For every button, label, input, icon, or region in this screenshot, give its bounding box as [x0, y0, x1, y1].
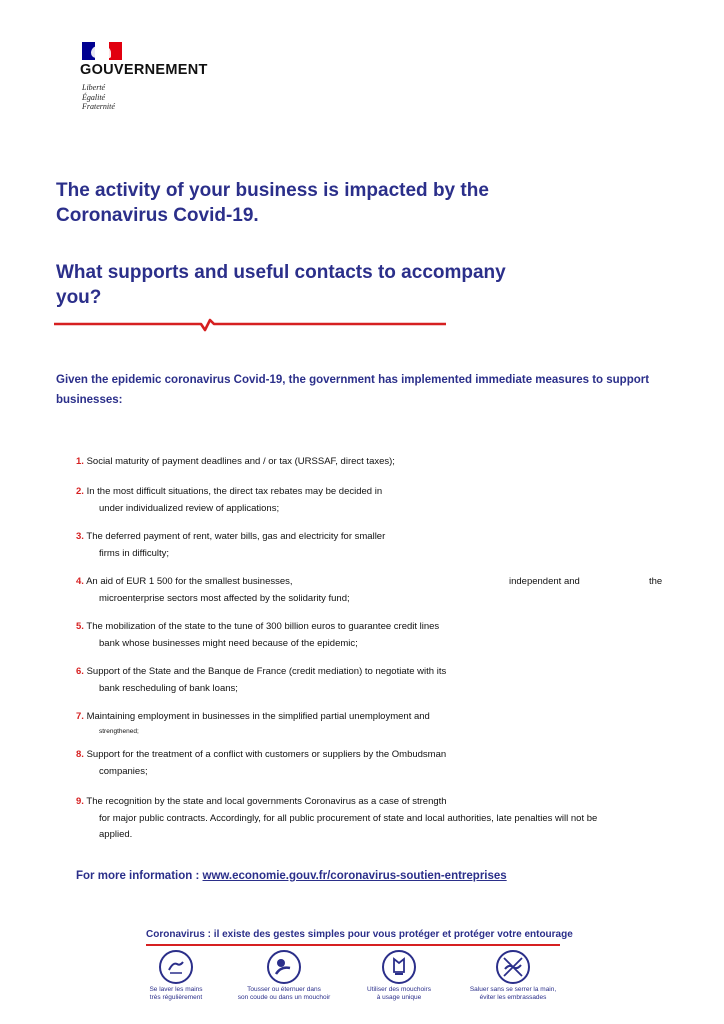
list-item-fragment: the — [649, 576, 663, 587]
list-item: 4. An aid of EUR 1 500 for the smallest businesses, microenterprise sectors most affected by the solidarity fund; — [76, 576, 350, 604]
motto: Liberté Égalité Fraternité — [82, 83, 115, 111]
tissue-icon — [382, 950, 416, 984]
more-info: For more information : www.economie.gouv.fr/coronavirus-soutien-entreprises — [76, 870, 507, 882]
list-item: 5. The mobilization of the state to the tune of 300 billion euros to guarantee credit lines bank whose businesses might need because of the epidemic; — [76, 621, 440, 649]
cough-elbow-icon — [267, 950, 301, 984]
list-item: 9. The recognition by the state and local governments Coronavirus as a case of strength for major public contracts. Accordingly, for all public procurement of state and local authorities, late penalties will not be applied. — [76, 796, 598, 840]
list-item: 1. Social maturity of payment deadlines and / or tax (URSSAF, direct taxes); — [76, 456, 395, 467]
gesture-tissue: Utiliser des mouchoirs à usage unique — [349, 950, 449, 1002]
gesture-hand-washing: Se laver les mains très régulièrement — [126, 950, 226, 1002]
footer-title: Coronavirus : il existe des gestes simples pour vous protéger et protéger votre entourage — [146, 929, 573, 940]
org-name: GOUVERNEMENT — [80, 62, 208, 78]
list-item-fragment: independent and — [509, 576, 580, 587]
gesture-no-handshake: Saluer sans se serrer la main, éviter les embrassades — [463, 950, 563, 1002]
red-underline-decoration — [54, 316, 450, 332]
list-item: 6. Support of the State and the Banque de France (credit mediation) to negotiate with its bank rescheduling of bank loans; — [76, 666, 447, 694]
marianne-flag-icon — [82, 42, 122, 60]
more-info-link[interactable]: www.economie.gouv.fr/coronavirus-soutien-entreprises — [202, 870, 507, 882]
intro-text: Given the epidemic coronavirus Covid-19, the government has implemented immediate measures to support businesses: — [56, 374, 650, 406]
list-item: 3. The deferred payment of rent, water bills, gas and electricity for smaller firms in difficulty; — [76, 531, 386, 559]
page-subtitle: What supports and useful contacts to accompany you? — [56, 262, 506, 308]
list-item: 7. Maintaining employment in businesses in the simplified partial unemployment and strengthened; — [76, 711, 430, 735]
list-item: 8. Support for the treatment of a conflict with customers or suppliers by the Ombudsman companies; — [76, 749, 447, 777]
footer-divider — [146, 944, 560, 946]
page-title: The activity of your business is impacted by the Coronavirus Covid-19. — [56, 180, 489, 226]
gesture-cough-elbow: Tousser ou éternuer dans son coude ou dans un mouchoir — [234, 950, 334, 1002]
no-handshake-icon — [496, 950, 530, 984]
list-item: 2. In the most difficult situations, the direct tax rebates may be decided in under individualized review of applications; — [76, 486, 383, 514]
hand-washing-icon — [159, 950, 193, 984]
